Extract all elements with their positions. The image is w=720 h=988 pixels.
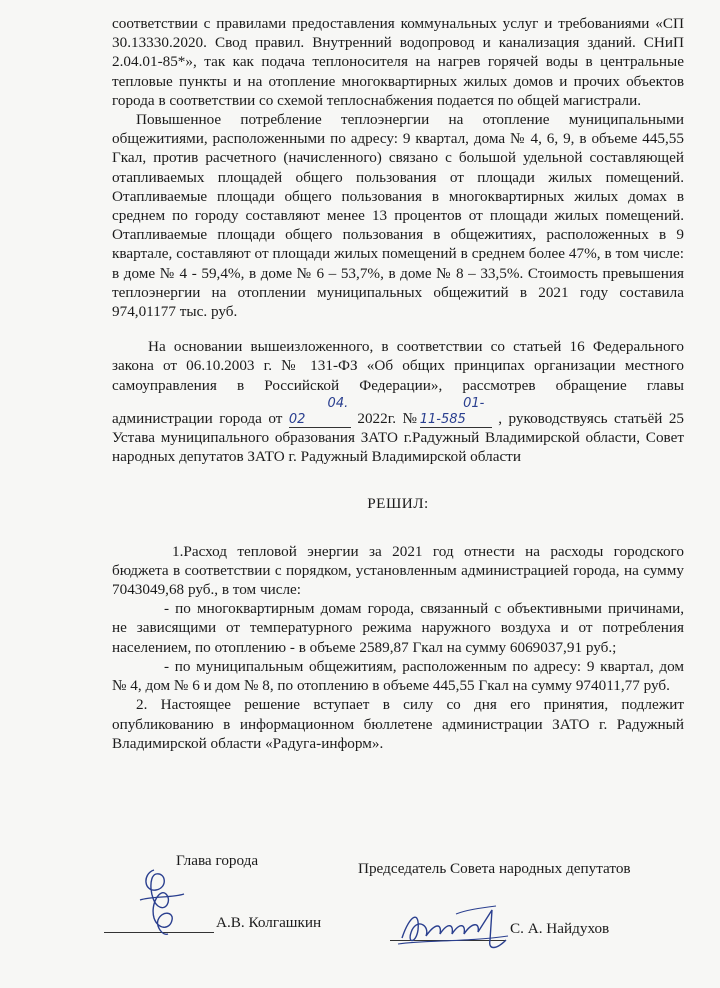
basis-text-c: , руководствуясь статьёй 25 Устава муниципального образования ЗАТО г.Радужный Владимирской области, Совет народных депутатов ЗАТО г. Радужный Владимирской области [112,409,685,466]
left-handwritten-signature [132,860,202,940]
handwritten-number-field [420,395,492,428]
paragraph-subitem-apartments: - по многоквартирным домам города, связанный с объективными причинами, не зависящими от температурного режима наружного воздуха и от потребления населением, по отоплению - в объеме 2589,87 Гкал на сумму 6069037,91 руб.; [112,600,684,656]
basis-text-b: 2022г. № [350,409,420,427]
left-signatory-name: А.В. Колгашкин [216,914,322,931]
basis-text-a: На основании вышеизложенного, в соответствии со статьей 16 Федерального закона от 06.10.2003 г. № 131-ФЗ «Об общих принципах организации местного самоуправления в Российской Федерации», рассмотрев обращение главы администрации города от [112,338,684,427]
handwritten-date: 04. 02 [288,395,349,427]
paragraph-basis [112,337,684,466]
left-signatory-title: Глава города [176,852,259,869]
paragraph-subitem-dormitories: - по муниципальным общежитиям, расположенным по адресу: 9 квартал, дом № 4, дом № 6 и дом № 8, по отоплению в объеме 445,55 Гкал на сумму 974011,77 руб. [112,657,684,695]
decision-heading: РЕШИЛ: [367,495,429,513]
paragraph-heat-consumption: Повышенное потребление теплоэнергии на отопление муниципальными общежитиями, расположенными по адресу: 9 квартал, дома № 4, 6, 9, в объеме 445,55 Гкал, против расчетного (начисленного) связано с большой удельной составляющей отапливаемых площадей общего пользования от площади жилых помещений. Отапливаемые площади общего пользования в многоквартирных жилых домах в среднем по городу составляют менее 13 процентов от площади жилых помещений. Отапливаемые площади общего пользования в общежитиях, расположенных в 9 квартале, составляют от площади жилых помещений в среднем более 47%, в том числе: в доме № 4 - 59,4%, в доме № 6 – 53,7%, в доме № 8 – 33,5%. Стоимость превышения теплоэнергии на отоплении муниципальных общежитий в 2021 году составила 974,01177 тыс. руб. [112,111,684,321]
paragraph-item-2: 2. Настоящее решение вступает в силу со дня его принятия, подлежит опубликованию в информационном бюллетене администрации ЗАТО г. Радужный Владимирской области «Радуга-информ». [112,696,684,752]
document-body [112,14,684,753]
paragraph-continuation: соответствии с правилами предоставления коммунальных услуг и требованиями «СП 30.13330.2020. Свод правил. Внутренний водопровод и канализация зданий. СНиП 2.04.01-85*», так как подача теплоносителя на нагрев горячей воды в центральные тепловые пункты и на отопление многоквартирных жилых домов и прочих объектов города в соответствии со схемой теплоснабжения подается по общей магистрали. [112,15,684,109]
handwritten-date-field [289,395,351,428]
handwritten-number: 01-11-585 [419,395,485,427]
right-signatory-title: Председатель Совета народных депутатов [358,860,631,877]
paragraph-item-1: 1.Расход тепловой энергии за 2021 год отнести на расходы городского бюджета в соответствии с порядком, установленным администрацией города, на сумму 7043049,68 руб., в том числе: [112,542,684,599]
right-handwritten-signature [396,900,516,956]
right-signatory-name: С. А. Найдухов [510,920,610,937]
